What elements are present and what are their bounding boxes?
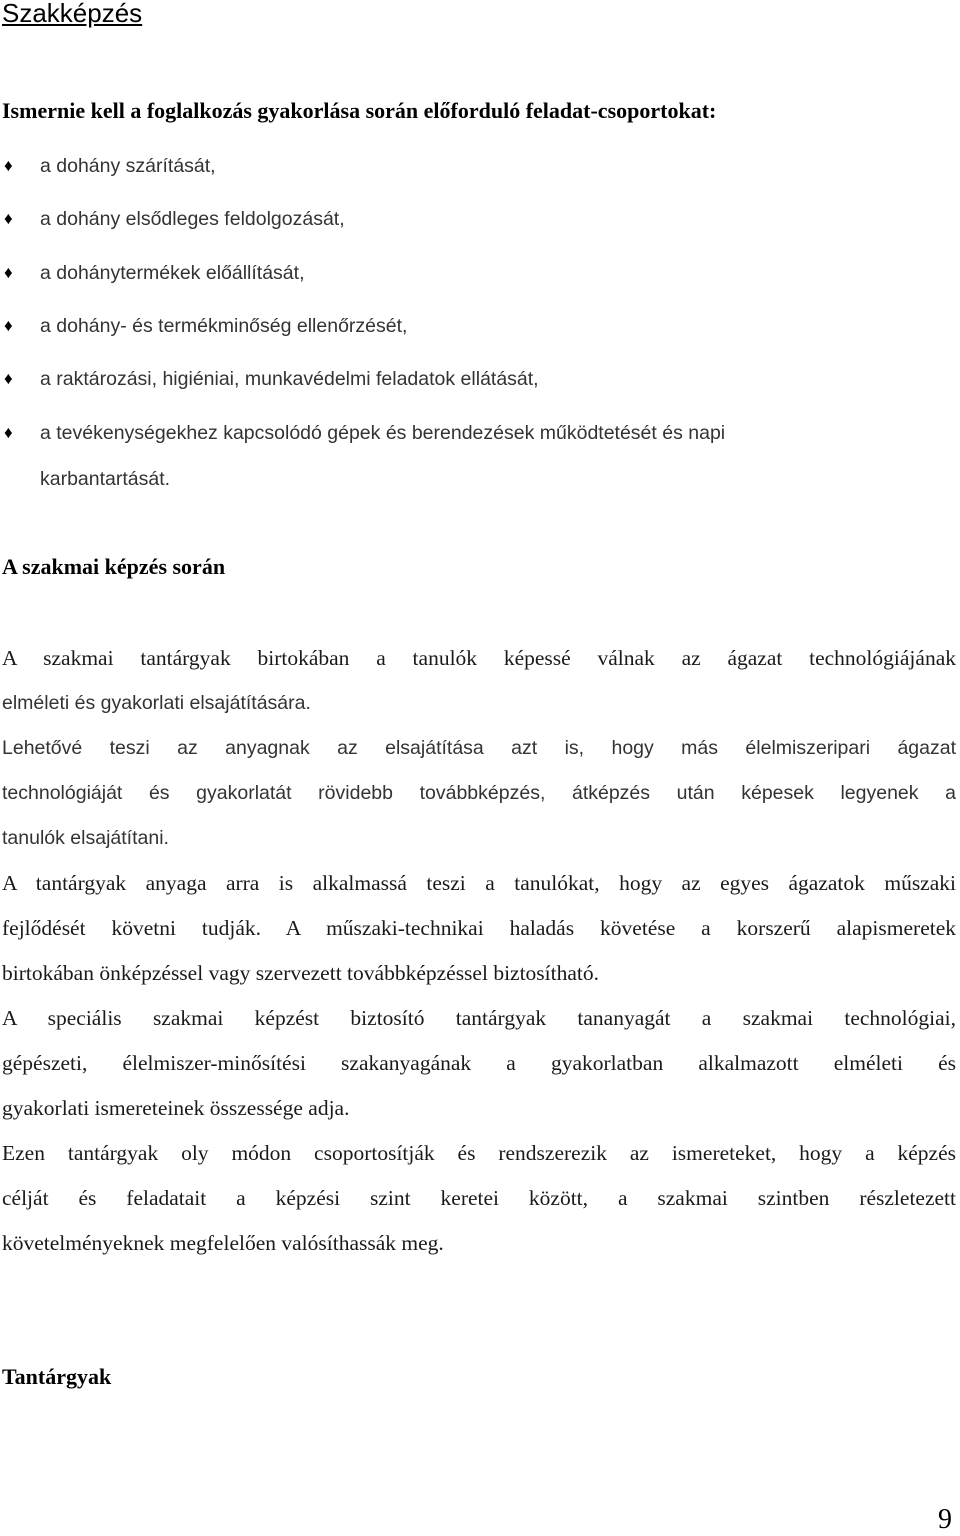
section-heading-tasks: Ismernie kell a foglalkozás gyakorlása során előforduló feladat-csoportokat: [2,98,717,123]
section-heading-training: A szakmai képzés során [2,554,226,579]
paragraph [2,861,956,996]
paragraph [2,726,956,861]
list-item-text: a dohánytermékek előállítását, [40,262,305,284]
paragraph-line: célját és feladatait a képzési szint keretei között, a szakmai szintben részletezett [2,1186,956,1210]
diamond-bullet-icon: ♦ [4,369,13,388]
paragraph [2,1131,956,1266]
paragraph-line: A szakmai tantárgyak birtokában a tanulók képessé válnak az ágazat technológiájának [2,646,956,670]
section-heading-subjects: Tantárgyak [2,1364,112,1389]
paragraph-line: technológiáját és gyakorlatát rövidebb továbbképzés, átképzés után képesek legyenek a [2,782,956,804]
paragraph [2,636,956,726]
diamond-bullet-icon: ♦ [4,209,13,228]
paragraph-line: gépészeti, élelmiszer-minősítési szakanyagának a gyakorlatban alkalmazott elméleti és [2,1051,956,1075]
list-item-continuation: karbantartását. [40,468,171,490]
paragraph-line: elméleti és gyakorlati elsajátítására. [2,692,311,714]
paragraph-line: birtokában önképzéssel vagy szervezett továbbképzéssel biztosítható. [2,961,600,985]
list-item-text: a dohány szárítását, [40,155,216,177]
list-item-text: a dohány elsődleges feldolgozását, [40,208,345,230]
page-title: Szakképzés [2,0,143,28]
diamond-bullet-icon: ♦ [4,263,13,282]
paragraph-line: követelményeknek megfelelően valósíthassák meg. [2,1231,444,1255]
paragraph-line: Ezen tantárgyak oly módon csoportosítják és rendszerezik az ismereteket, hogy a képzés [2,1141,956,1165]
paragraph [2,996,956,1131]
diamond-bullet-icon: ♦ [4,423,13,442]
paragraph-line: A tantárgyak anyaga arra is alkalmassá teszi a tanulókat, hogy az egyes ágazatok műszaki [2,871,956,895]
paragraph-line: fejlődését követni tudják. A műszaki-technikai haladás követése a korszerű alapismeretek [2,916,956,940]
list-item-text: a raktározási, higiéniai, munkavédelmi feladatok ellátását, [40,368,539,390]
diamond-bullet-icon: ♦ [4,156,13,175]
page-number: 9 [938,1504,952,1535]
paragraph-line: tanulók elsajátítani. [2,827,169,849]
diamond-bullet-icon: ♦ [4,316,13,335]
paragraph-line: gyakorlati ismereteinek összessége adja. [2,1096,350,1120]
paragraph-line: Lehetővé teszi az anyagnak az elsajátítása azt is, hogy más élelmiszeripari ágazat [2,737,956,759]
paragraph-line: A speciális szakmai képzést biztosító tantárgyak tananyagát a szakmai technológiai, [2,1006,956,1030]
list-item-text: a tevékenységekhez kapcsolódó gépek és berendezések működtetését és napi [40,422,726,444]
list-item-text: a dohány- és termékminőség ellenőrzését, [40,315,408,337]
